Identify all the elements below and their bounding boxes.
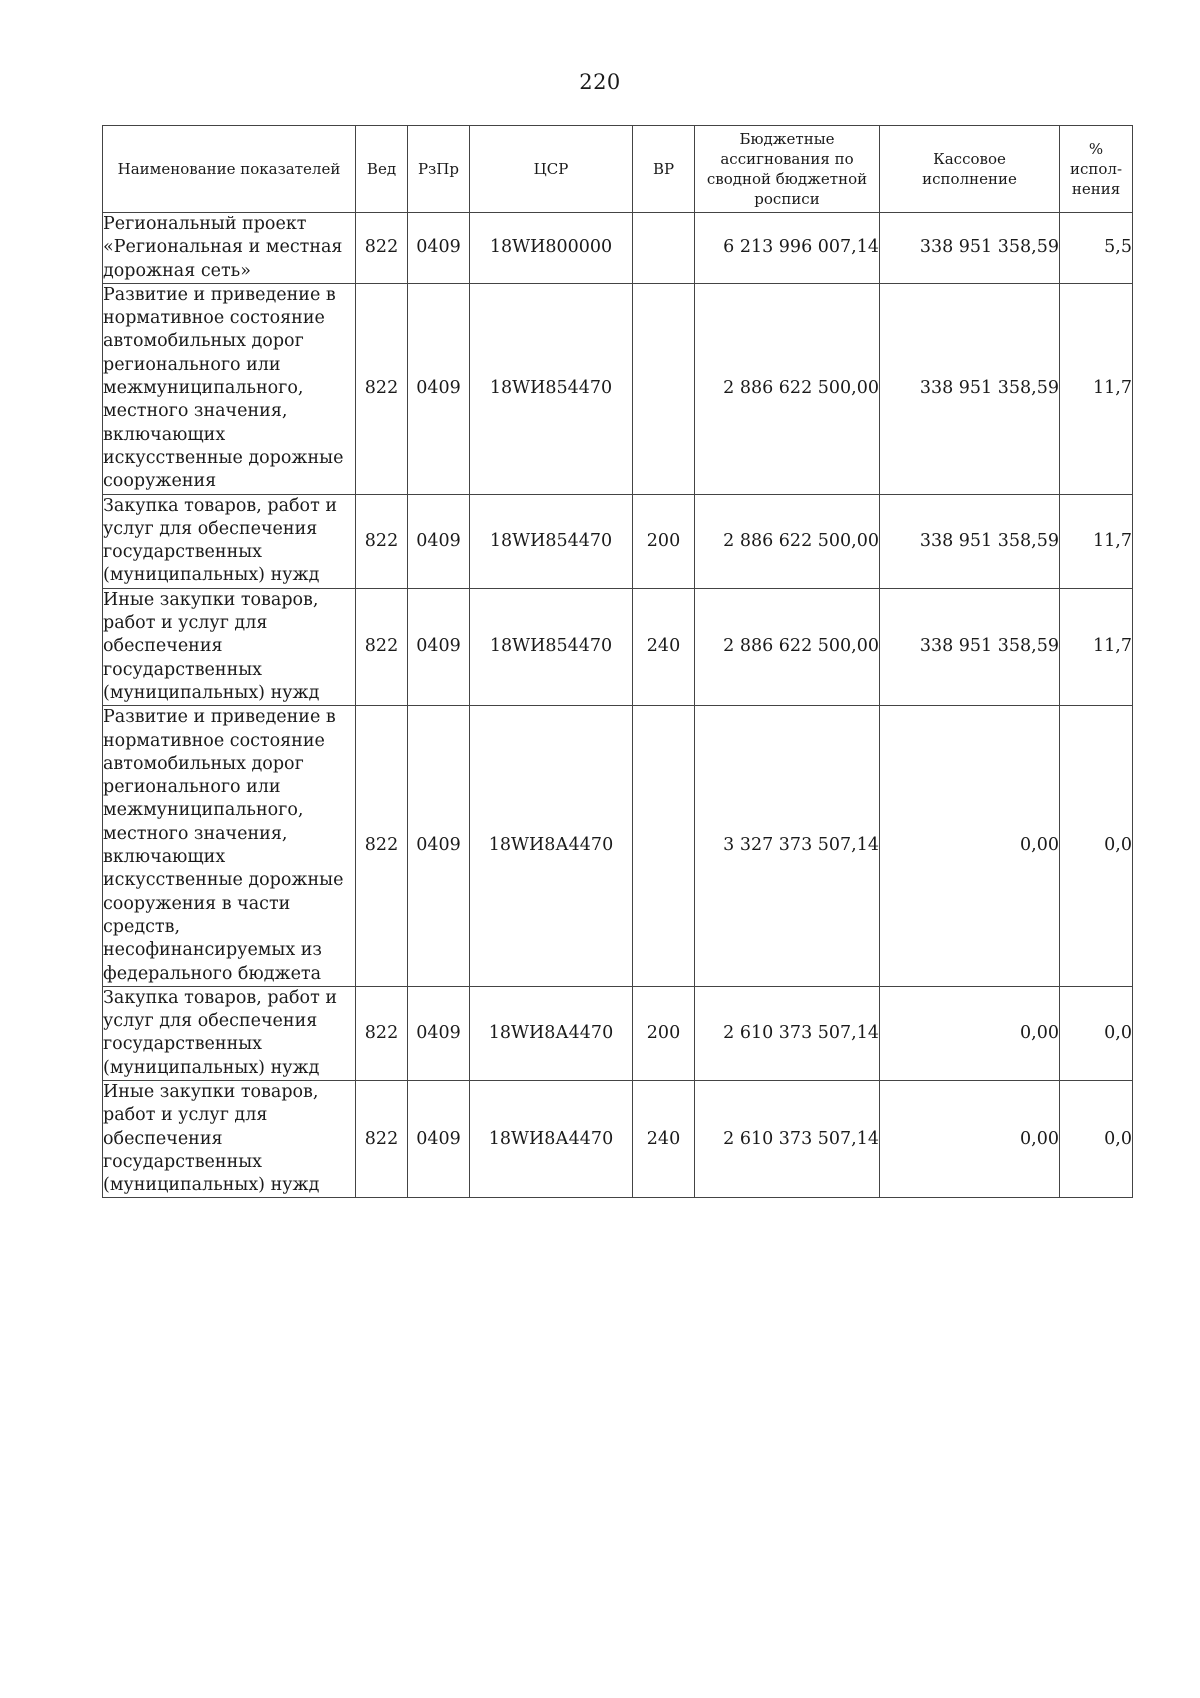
row-csr: 18WИ854470	[470, 283, 633, 494]
row-name: Развитие и приведение в нормативное состояние автомобильных дорог регионального или межмуниципального, местного значения, включающих искусственные дорожные сооружения в части средств, несофинансируемых из федерального бюджета	[103, 706, 356, 987]
row-ved: 822	[356, 494, 408, 588]
table-row	[103, 706, 1133, 987]
row-csr: 18WИ854470	[470, 494, 633, 588]
row-vr	[633, 213, 695, 284]
header-row	[103, 126, 1133, 213]
row-rzpr: 0409	[408, 283, 470, 494]
row-rzpr: 0409	[408, 986, 470, 1080]
row-vr: 200	[633, 986, 695, 1080]
row-ved: 822	[356, 986, 408, 1080]
row-ved: 822	[356, 706, 408, 987]
row-ved: 822	[356, 213, 408, 284]
row-cash: 0,00	[880, 986, 1060, 1080]
row-vr	[633, 283, 695, 494]
row-percent: 11,7	[1060, 494, 1133, 588]
row-percent: 5,5	[1060, 213, 1133, 284]
row-budget: 2 886 622 500,00	[695, 588, 880, 705]
row-csr: 18WИ8А4470	[470, 1080, 633, 1197]
row-cash: 338 951 358,59	[880, 588, 1060, 705]
row-name: Закупка товаров, работ и услуг для обеспечения государственных (муниципальных) нужд	[103, 986, 356, 1080]
budget-execution-table	[102, 125, 1133, 1198]
row-rzpr: 0409	[408, 494, 470, 588]
table-body	[103, 213, 1133, 1198]
row-budget: 2 886 622 500,00	[695, 283, 880, 494]
row-percent: 0,0	[1060, 706, 1133, 987]
row-name: Закупка товаров, работ и услуг для обеспечения государственных (муниципальных) нужд	[103, 494, 356, 588]
row-vr: 240	[633, 588, 695, 705]
table-row	[103, 986, 1133, 1080]
row-cash: 0,00	[880, 1080, 1060, 1197]
row-rzpr: 0409	[408, 213, 470, 284]
row-cash: 338 951 358,59	[880, 494, 1060, 588]
header-budget: Бюджетные ассигнования по сводной бюджетной росписи	[695, 126, 880, 213]
row-cash: 338 951 358,59	[880, 283, 1060, 494]
header-csr: ЦСР	[470, 126, 633, 213]
row-name: Региональный проект «Региональная и местная дорожная сеть»	[103, 213, 356, 284]
row-csr: 18WИ800000	[470, 213, 633, 284]
row-rzpr: 0409	[408, 1080, 470, 1197]
header-ved: Вед	[356, 126, 408, 213]
row-rzpr: 0409	[408, 588, 470, 705]
table-row	[103, 494, 1133, 588]
row-cash: 0,00	[880, 706, 1060, 987]
table-header	[103, 126, 1133, 213]
row-cash: 338 951 358,59	[880, 213, 1060, 284]
row-percent: 11,7	[1060, 283, 1133, 494]
row-percent: 0,0	[1060, 1080, 1133, 1197]
header-name: Наименование показателей	[103, 126, 356, 213]
table-row	[103, 1080, 1133, 1197]
row-rzpr: 0409	[408, 706, 470, 987]
header-vr: ВР	[633, 126, 695, 213]
page-number: 220	[579, 70, 621, 94]
row-percent: 11,7	[1060, 588, 1133, 705]
row-ved: 822	[356, 588, 408, 705]
row-budget: 2 610 373 507,14	[695, 1080, 880, 1197]
row-csr: 18WИ8А4470	[470, 706, 633, 987]
table-row	[103, 283, 1133, 494]
row-budget: 6 213 996 007,14	[695, 213, 880, 284]
header-cash: Кассовое исполнение	[880, 126, 1060, 213]
row-percent: 0,0	[1060, 986, 1133, 1080]
row-ved: 822	[356, 283, 408, 494]
row-vr	[633, 706, 695, 987]
row-budget: 2 886 622 500,00	[695, 494, 880, 588]
row-vr: 240	[633, 1080, 695, 1197]
row-budget: 3 327 373 507,14	[695, 706, 880, 987]
header-rzpr: РзПр	[408, 126, 470, 213]
row-budget: 2 610 373 507,14	[695, 986, 880, 1080]
row-vr: 200	[633, 494, 695, 588]
row-name: Развитие и приведение в нормативное состояние автомобильных дорог регионального или межмуниципального, местного значения, включающих искусственные дорожные сооружения	[103, 283, 356, 494]
table-row	[103, 213, 1133, 284]
row-name: Иные закупки товаров, работ и услуг для обеспечения государственных (муниципальных) нужд	[103, 1080, 356, 1197]
row-csr: 18WИ8А4470	[470, 986, 633, 1080]
row-ved: 822	[356, 1080, 408, 1197]
table-row	[103, 588, 1133, 705]
row-csr: 18WИ854470	[470, 588, 633, 705]
header-percent: % испол-нения	[1060, 126, 1133, 213]
row-name: Иные закупки товаров, работ и услуг для обеспечения государственных (муниципальных) нужд	[103, 588, 356, 705]
